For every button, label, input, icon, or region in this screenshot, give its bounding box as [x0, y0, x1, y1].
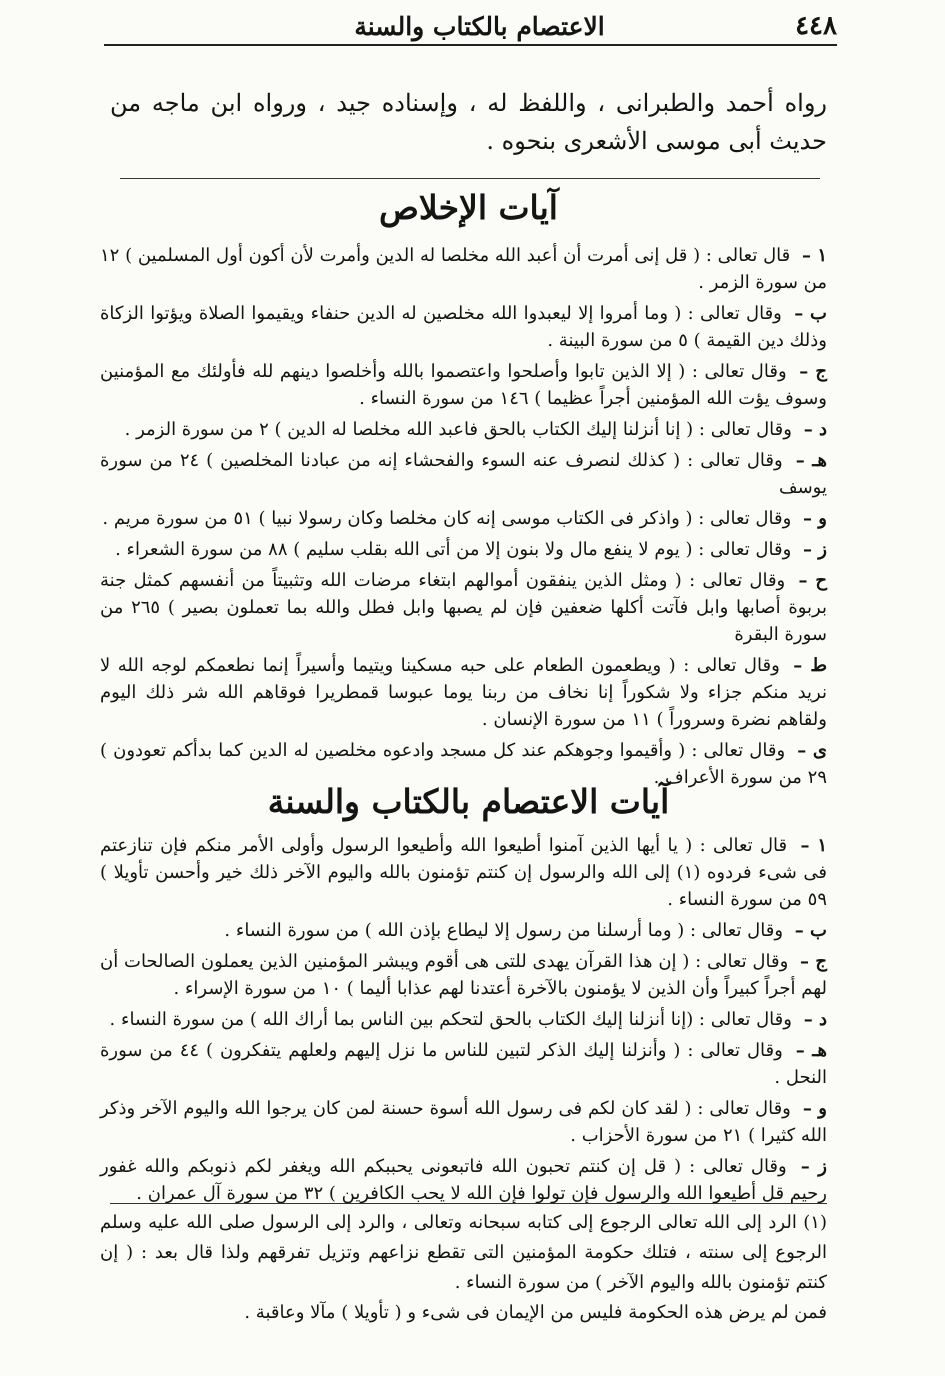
item-text: وقال تعالى : ( وأنزلنا إليك الذكر لتبين للناس ما نزل إليهم ولعلهم يتفكرون ) ٤٤ من سورة النحل . — [100, 1040, 827, 1088]
item-text: وقال تعالى : ( قل إن كنتم تحبون الله فاتبعونى يحببكم الله ويغفر لكم ذنوبكم والله غفور رحيم قل أطيعوا الله والرسول فإن تولوا فإن الله لا يحب الكافرين ) ٣٢ من سورة آل عمران . — [100, 1156, 827, 1204]
item-text: وقال تعالى : ( إن هذا القرآن يهدى للتى هى أقوم ويبشر المؤمنين الذين يعملون الصالحات أن لهم أجراً كبيراً وأن الذين لا يؤمنون بالآخرة أعتدنا لهم عذابا أليما ) ١٠ من سورة الإسراء . — [100, 951, 827, 999]
item-letter: هـ – — [795, 450, 827, 471]
item-text: وقال تعالى : ( وأقيموا وجوهكم عند كل مسجد وادعوه مخلصين له الدين كما بدأكم تعودون ) ٢٩ من سورة الأعراف . — [100, 740, 827, 788]
page-header — [104, 8, 837, 46]
item-letter: ز – — [803, 539, 827, 560]
item-letter: ١ – — [800, 835, 827, 856]
running-title: الاعتصام بالكتاب والسنة — [354, 11, 605, 41]
verse-item — [100, 948, 827, 1002]
item-letter: ج – — [799, 361, 827, 382]
verse-item — [100, 1095, 827, 1149]
verse-item — [100, 242, 827, 296]
footnote-line: فمن لم يرض هذه الحكومة فليس من الإيمان فى شىء و ( تأويلا ) مآلا وعاقبة . — [244, 1302, 827, 1323]
verse-item — [100, 1153, 827, 1207]
item-letter: ى – — [797, 740, 827, 761]
footnote — [100, 1208, 827, 1328]
item-letter: ب – — [794, 303, 827, 324]
section-divider — [120, 178, 820, 179]
item-letter: ز – — [800, 1156, 827, 1177]
item-letter: ١ – — [802, 245, 827, 266]
item-letter: و – — [802, 1098, 827, 1119]
ikhlas-verses-list — [100, 242, 827, 795]
item-text: وقال تعالى : ( إلا الذين تابوا وأصلحوا واعتصموا بالله وأخلصوا دينهم لله فأولئك مع المؤمنين وسوف يؤت الله المؤمنين أجراً عظيما ) ١٤٦ من سورة النساء . — [100, 361, 827, 409]
verse-item — [100, 652, 827, 733]
item-text: وقال تعالى : ( وما أرسلنا من رسول إلا ليطاع بإذن الله ) من سورة النساء . — [224, 920, 784, 941]
item-letter: د – — [803, 419, 827, 440]
verse-item — [100, 416, 827, 443]
verse-item — [100, 1037, 827, 1091]
item-text: وقال تعالى : (إنا أنزلنا إليك الكتاب بالحق لتحكم بين الناس بما أراك الله ) من سورة النساء . — [109, 1009, 792, 1030]
page-number: ٤٤٨ — [795, 11, 837, 41]
verse-item — [100, 447, 827, 501]
item-text: وقال تعالى : ( ويطعمون الطعام على حبه مسكينا ويتيما وأسيراً إنما نطعمكم لوجه الله لا نريد منكم جزاء ولا شكوراً إنا نخاف من ربنا يوما عبوسا قمطريرا فوقاهم الله شر ذلك اليوم ولقاهم نضرة وسروراً ) ١١ من سورة الإنسان . — [100, 655, 827, 730]
verse-item — [100, 300, 827, 354]
footnote-line: (١) الرد إلى الله تعالى الرجوع إلى كتابه سبحانه وتعالى ، والرد إلى الرسول صلى الله عليه وسلم الرجوع إلى سنته ، فتلك حكومة المؤمنين التى تقطع نزاعهم وتزيل تفرقهم ولذا قال بعد : ( إن كنتم تؤمنون بالله واليوم الآخر ) من سورة النساء . — [100, 1212, 827, 1293]
item-letter: هـ – — [795, 1040, 827, 1061]
verse-item — [100, 832, 827, 913]
item-text: وقال تعالى : ( كذلك لنصرف عنه السوء والفحشاء إنه من عبادنا المخلصين ) ٢٤ من سورة يوسف — [100, 450, 827, 498]
section-title-itisam: آيات الاعتصام بالكتاب والسنة — [267, 782, 670, 821]
verse-item — [100, 567, 827, 648]
item-text: وقال تعالى : ( واذكر فى الكتاب موسى إنه كان مخلصا وكان رسولا نبيا ) ٥١ من سورة مريم . — [102, 508, 792, 529]
verse-item — [100, 1006, 827, 1033]
item-text: وقال تعالى : ( لقد كان لكم فى رسول الله أسوة حسنة لمن كان يرجوا الله واليوم الآخر وذكر الله كثيرا ) ٢١ من سورة الأحزاب . — [100, 1098, 827, 1146]
verse-item — [100, 358, 827, 412]
section-title-ikhlas: آيات الإخلاص — [379, 188, 558, 227]
intro-paragraph: رواه أحمد والطبرانى ، واللفظ له ، وإسناده جيد ، ورواه ابن ماجه من حديث أبى موسى الأشعرى بنحوه . — [110, 89, 827, 155]
item-text: وقال تعالى : ( وما أمروا إلا ليعبدوا الله مخلصين له الدين حنفاء ويقيموا الصلاة ويؤتوا الزكاة وذلك دين القيمة ) ٥ من سورة البينة . — [100, 303, 827, 351]
item-letter: ج – — [800, 951, 827, 972]
item-letter: ط – — [793, 655, 827, 676]
item-text: وقال تعالى : ( ومثل الذين ينفقون أموالهم ابتغاء مرضات الله وتثبيتاً من أنفسهم كمثل جنة بربوة أصابها وابل فآتت أكلها ضعفين فإن لم يصبها وابل فطل والله بما تعملون بصير ) ٢٦٥ من سورة البقرة — [100, 570, 827, 645]
item-letter: د – — [803, 1009, 827, 1030]
footnote-divider — [110, 1203, 827, 1204]
verse-item — [100, 917, 827, 944]
item-text: وقال تعالى : ( يوم لا ينفع مال ولا بنون إلا من أتى الله بقلب سليم ) ٨٨ من سورة الشعراء . — [115, 539, 792, 560]
item-letter: ح – — [798, 570, 827, 591]
itisam-verses-list — [100, 832, 827, 1211]
item-text: قال تعالى : ( يا أيها الذين آمنوا أطيعوا الله وأطيعوا الرسول وأولى الأمر منكم فإن تنازعتم فى شىء فردوه (١) إلى الله والرسول إن كنتم تؤمنون بالله واليوم الآخر ذلك خير وأحسن تأويلا ) ٥٩ من سورة النساء . — [100, 835, 827, 910]
item-text: وقال تعالى : ( إنا أنزلنا إليك الكتاب بالحق فاعبد الله مخلصا له الدين ) ٢ من سورة الزمر . — [124, 419, 792, 440]
item-letter: و – — [803, 508, 827, 529]
verse-item — [100, 505, 827, 532]
item-letter: ب – — [794, 920, 827, 941]
verse-item — [100, 536, 827, 563]
item-text: قال تعالى : ( قل إنى أمرت أن أعبد الله مخلصا له الدين وأمرت لأن أكون أول المسلمين ) ١٢ من سورة الزمر . — [100, 245, 827, 293]
